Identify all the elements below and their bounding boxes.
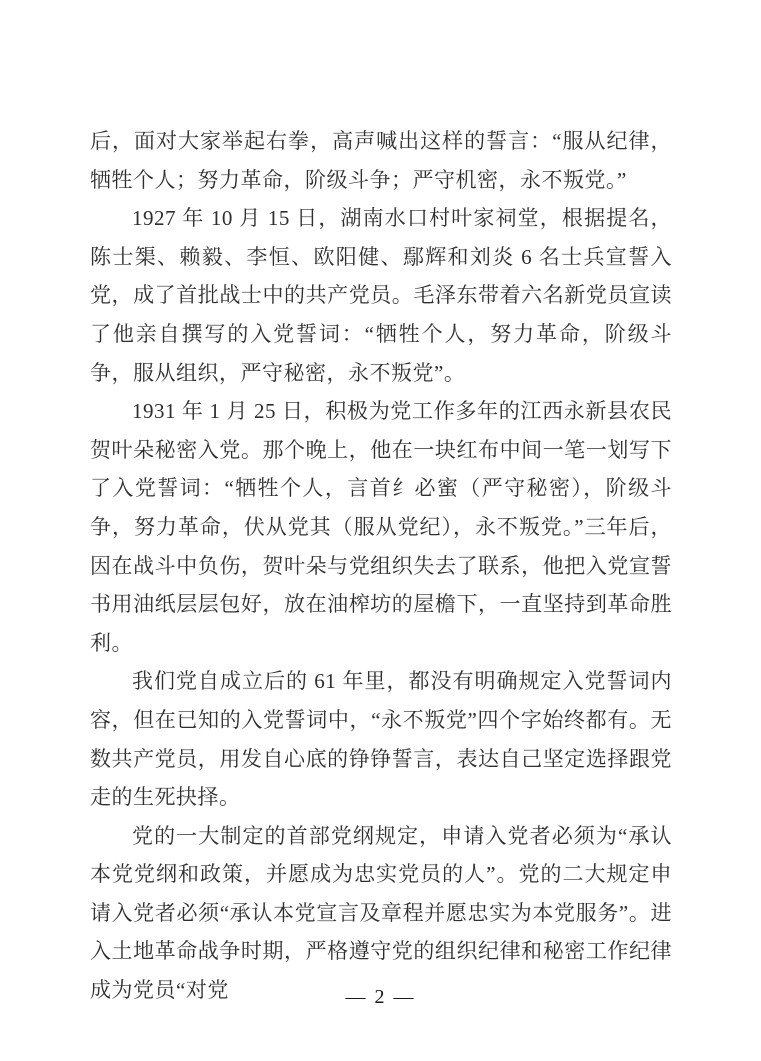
page-number: — 2 — <box>345 986 416 1008</box>
paragraph: 1931 年 1 月 25 日，积极为党工作多年的江西永新县农民贺叶朵秘密入党。那个晚上，他在一块红布中间一笔一划写下了入党誓词：“牺牲个人，言首纟必蜜（严守秘密），阶级斗争，努力革命，伏从党其（服从党纪），永不叛党。”三年后，因在战斗中负伤，贺叶朵与党组织失去了联系，他把入党宣誓书用油纸层层包好，放在油榨坊的屋檐下，一直坚持到革命胜利。 <box>90 399 672 655</box>
page-footer <box>0 986 761 1009</box>
paragraph: 我们党自成立后的 61 年里，都没有明确规定入党誓词内容，但在已知的入党誓词中，“永不叛党”四个字始终都有。无数共产党员，用发自心底的铮铮誓言，表达自己坚定选择跟党走的生死抉择。 <box>90 669 672 810</box>
document-body <box>90 122 672 1010</box>
paragraph: 1927 年 10 月 15 日，湖南水口村叶家祠堂，根据提名，陈士榘、赖毅、李恒、欧阳健、鄢辉和刘炎 6 名士兵宣誓入党，成了首批战士中的共产党员。毛泽东带着六名新党员宣读了他亲自撰写的入党誓词：“牺牲个人，努力革命，阶级斗争，服从组织，严守秘密，永不叛党”。 <box>90 206 672 385</box>
paragraph: 后，面对大家举起右拳，高声喊出这样的誓言：“服从纪律，牺牲个人；努力革命，阶级斗争；严守机密，永不叛党。” <box>90 129 672 192</box>
paragraph: 党的一大制定的首部党纲规定，申请入党者必须为“承认本党党纲和政策，并愿成为忠实党员的人”。党的二大规定申请入党者必须“承认本党宣言及章程并愿忠实为本党服务”。进入土地革命战争时期，严格遵守党的组织纪律和秘密工作纪律成为党员“对党 <box>90 823 672 1003</box>
